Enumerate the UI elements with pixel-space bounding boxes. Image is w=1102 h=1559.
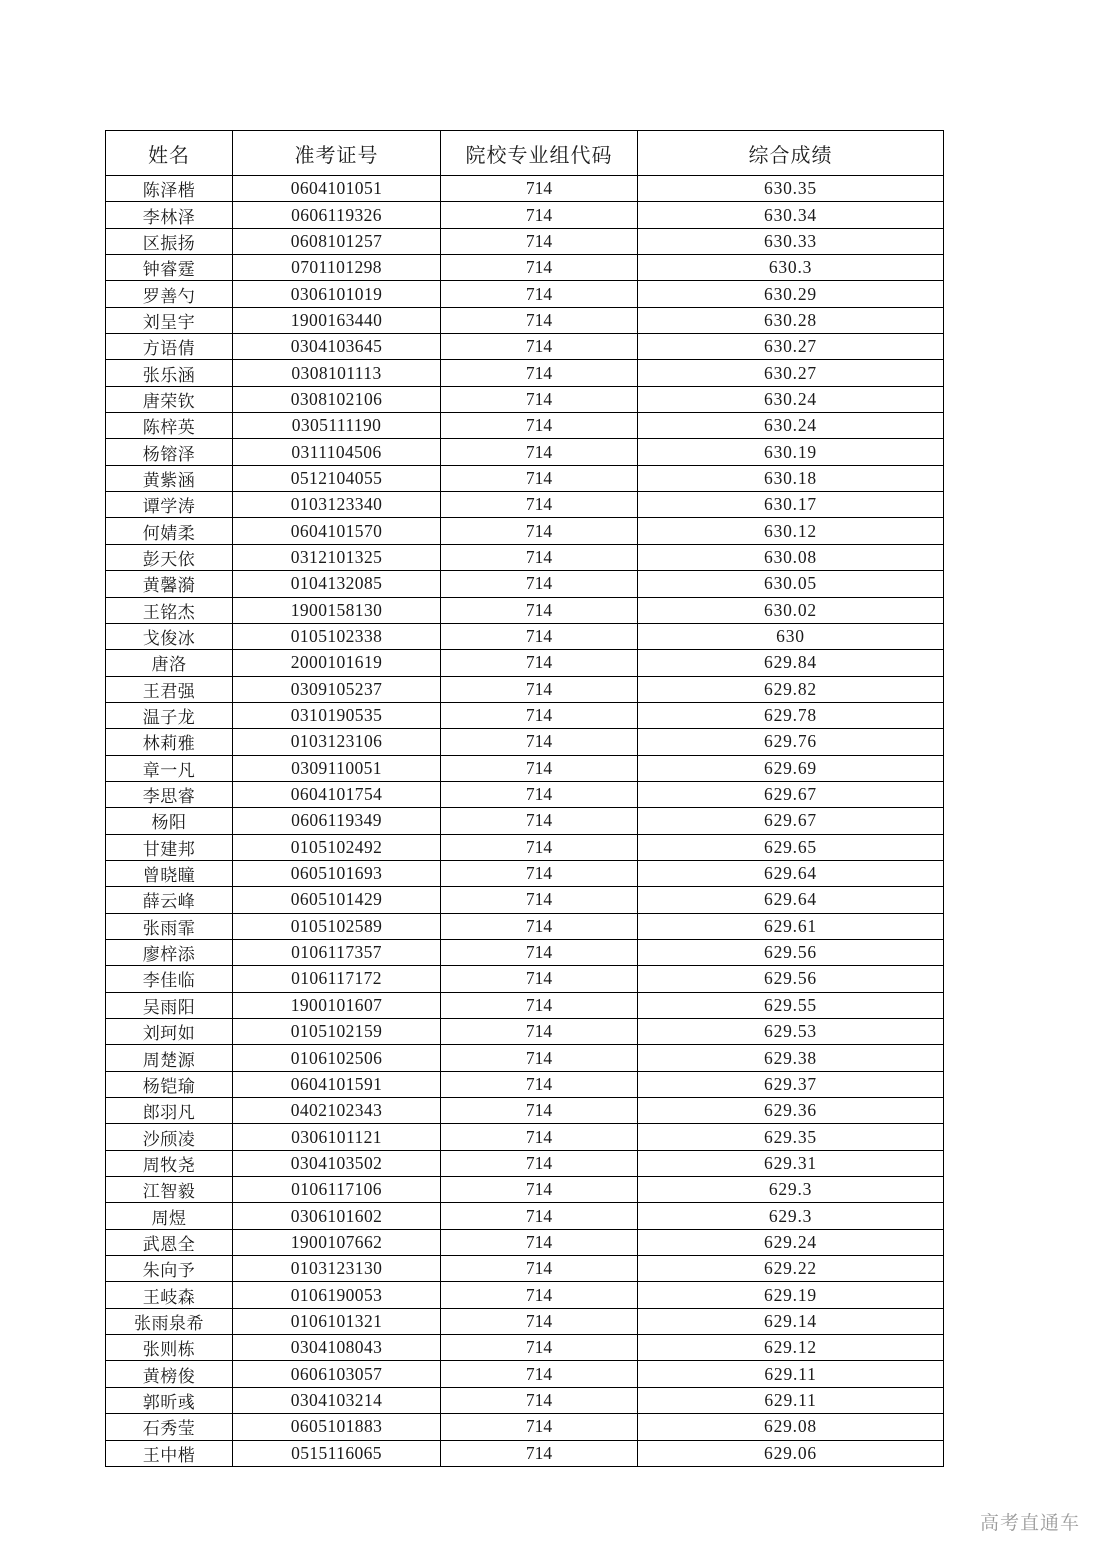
cell-ticket: 1900158130 — [233, 597, 441, 623]
cell-name: 刘珂如 — [106, 1019, 233, 1045]
cell-group: 714 — [441, 1150, 638, 1176]
cell-group: 714 — [441, 1045, 638, 1071]
cell-name: 沙颀凌 — [106, 1124, 233, 1150]
cell-name: 李思睿 — [106, 781, 233, 807]
cell-score: 629.3 — [638, 1203, 944, 1229]
cell-group: 714 — [441, 1414, 638, 1440]
cell-name: 区振扬 — [106, 228, 233, 254]
table-row — [106, 255, 944, 281]
table-row — [106, 1414, 944, 1440]
score-table — [105, 130, 944, 1467]
cell-name: 廖梓添 — [106, 939, 233, 965]
cell-group: 714 — [441, 360, 638, 386]
cell-name: 李林泽 — [106, 202, 233, 228]
cell-score: 630.05 — [638, 571, 944, 597]
cell-ticket: 0104132085 — [233, 571, 441, 597]
cell-group: 714 — [441, 1282, 638, 1308]
cell-ticket: 0512104055 — [233, 465, 441, 491]
cell-ticket: 0103123130 — [233, 1256, 441, 1282]
cell-score: 629.31 — [638, 1150, 944, 1176]
cell-ticket: 1900101607 — [233, 992, 441, 1018]
table-row — [106, 413, 944, 439]
cell-score: 630.18 — [638, 465, 944, 491]
cell-group: 714 — [441, 887, 638, 913]
cell-score: 629.76 — [638, 729, 944, 755]
cell-score: 629.69 — [638, 755, 944, 781]
cell-score: 630.24 — [638, 386, 944, 412]
cell-name: 谭学涛 — [106, 492, 233, 518]
cell-score: 629.11 — [638, 1361, 944, 1387]
column-header-score: 综合成绩 — [638, 131, 944, 176]
cell-group: 714 — [441, 860, 638, 886]
table-row — [106, 755, 944, 781]
cell-name: 王中楷 — [106, 1440, 233, 1466]
cell-group: 714 — [441, 966, 638, 992]
cell-name: 章一凡 — [106, 755, 233, 781]
cell-score: 629.64 — [638, 860, 944, 886]
cell-name: 彭天依 — [106, 544, 233, 570]
cell-name: 黄紫涵 — [106, 465, 233, 491]
cell-group: 714 — [441, 518, 638, 544]
cell-name: 曾晓瞳 — [106, 860, 233, 886]
cell-ticket: 0306101121 — [233, 1124, 441, 1150]
cell-score: 629.19 — [638, 1282, 944, 1308]
cell-score: 629.65 — [638, 834, 944, 860]
cell-group: 714 — [441, 1071, 638, 1097]
cell-score: 630 — [638, 623, 944, 649]
cell-group: 714 — [441, 176, 638, 202]
table-row — [106, 781, 944, 807]
cell-score: 629.61 — [638, 913, 944, 939]
column-header-ticket: 准考证号 — [233, 131, 441, 176]
cell-ticket: 0306101019 — [233, 281, 441, 307]
table-row — [106, 939, 944, 965]
table-row — [106, 1098, 944, 1124]
table-row — [106, 1256, 944, 1282]
cell-score: 630.3 — [638, 255, 944, 281]
cell-score: 630.27 — [638, 360, 944, 386]
table-row — [106, 623, 944, 649]
cell-score: 630.02 — [638, 597, 944, 623]
cell-name: 温子龙 — [106, 702, 233, 728]
cell-group: 714 — [441, 623, 638, 649]
cell-group: 714 — [441, 1335, 638, 1361]
cell-group: 714 — [441, 650, 638, 676]
cell-name: 石秀莹 — [106, 1414, 233, 1440]
cell-score: 629.67 — [638, 781, 944, 807]
cell-score: 630.27 — [638, 334, 944, 360]
cell-ticket: 0106102506 — [233, 1045, 441, 1071]
cell-score: 629.22 — [638, 1256, 944, 1282]
table-row — [106, 1045, 944, 1071]
cell-ticket: 0604101591 — [233, 1071, 441, 1097]
table-row — [106, 1150, 944, 1176]
cell-score: 630.12 — [638, 518, 944, 544]
cell-group: 714 — [441, 202, 638, 228]
cell-score: 629.78 — [638, 702, 944, 728]
cell-name: 朱向予 — [106, 1256, 233, 1282]
table-row — [106, 1440, 944, 1466]
cell-ticket: 2000101619 — [233, 650, 441, 676]
cell-score: 629.38 — [638, 1045, 944, 1071]
cell-group: 714 — [441, 1229, 638, 1255]
table-row — [106, 334, 944, 360]
cell-ticket: 0608101257 — [233, 228, 441, 254]
table-row — [106, 307, 944, 333]
cell-ticket: 1900163440 — [233, 307, 441, 333]
table-body — [106, 176, 944, 1467]
cell-group: 714 — [441, 1256, 638, 1282]
table-row — [106, 1308, 944, 1334]
table-row — [106, 386, 944, 412]
cell-group: 714 — [441, 676, 638, 702]
cell-ticket: 0606103057 — [233, 1361, 441, 1387]
cell-name: 方语倩 — [106, 334, 233, 360]
table-row — [106, 202, 944, 228]
cell-name: 王岐森 — [106, 1282, 233, 1308]
cell-group: 714 — [441, 334, 638, 360]
cell-group: 714 — [441, 439, 638, 465]
cell-name: 李佳临 — [106, 966, 233, 992]
cell-ticket: 0605101883 — [233, 1414, 441, 1440]
cell-name: 钟睿霆 — [106, 255, 233, 281]
cell-group: 714 — [441, 544, 638, 570]
cell-ticket: 0605101429 — [233, 887, 441, 913]
cell-group: 714 — [441, 1361, 638, 1387]
cell-name: 王铭杰 — [106, 597, 233, 623]
cell-name: 周楚源 — [106, 1045, 233, 1071]
table-row — [106, 518, 944, 544]
cell-ticket: 0304103214 — [233, 1387, 441, 1413]
cell-name: 周牧尧 — [106, 1150, 233, 1176]
cell-group: 714 — [441, 1177, 638, 1203]
cell-name: 黄榜俊 — [106, 1361, 233, 1387]
cell-group: 714 — [441, 702, 638, 728]
cell-group: 714 — [441, 1440, 638, 1466]
cell-ticket: 0305111190 — [233, 413, 441, 439]
cell-group: 714 — [441, 597, 638, 623]
cell-ticket: 0310190535 — [233, 702, 441, 728]
cell-ticket: 1900107662 — [233, 1229, 441, 1255]
cell-name: 张雨霏 — [106, 913, 233, 939]
cell-score: 629.56 — [638, 939, 944, 965]
cell-score: 629.06 — [638, 1440, 944, 1466]
cell-name: 戈俊冰 — [106, 623, 233, 649]
cell-ticket: 0105102338 — [233, 623, 441, 649]
cell-score: 629.12 — [638, 1335, 944, 1361]
cell-group: 714 — [441, 1308, 638, 1334]
cell-group: 714 — [441, 913, 638, 939]
cell-score: 629.56 — [638, 966, 944, 992]
table-row — [106, 465, 944, 491]
cell-score: 630.34 — [638, 202, 944, 228]
cell-ticket: 0308101113 — [233, 360, 441, 386]
table-row — [106, 913, 944, 939]
cell-name: 吴雨阳 — [106, 992, 233, 1018]
table-row — [106, 887, 944, 913]
cell-ticket: 0606119326 — [233, 202, 441, 228]
table-header-row — [106, 131, 944, 176]
cell-score: 629.37 — [638, 1071, 944, 1097]
table-row — [106, 1229, 944, 1255]
cell-score: 629.35 — [638, 1124, 944, 1150]
table-row — [106, 571, 944, 597]
cell-name: 唐洛 — [106, 650, 233, 676]
cell-score: 629.36 — [638, 1098, 944, 1124]
table-row — [106, 702, 944, 728]
cell-group: 714 — [441, 755, 638, 781]
cell-name: 唐荣钦 — [106, 386, 233, 412]
table-row — [106, 1335, 944, 1361]
cell-group: 714 — [441, 729, 638, 755]
table-row — [106, 228, 944, 254]
cell-ticket: 0604101051 — [233, 176, 441, 202]
cell-ticket: 0304103645 — [233, 334, 441, 360]
table-row — [106, 544, 944, 570]
column-header-name: 姓名 — [106, 131, 233, 176]
cell-name: 郭昕彧 — [106, 1387, 233, 1413]
cell-name: 黄馨漪 — [106, 571, 233, 597]
table-row — [106, 597, 944, 623]
cell-name: 周煜 — [106, 1203, 233, 1229]
cell-score: 630.19 — [638, 439, 944, 465]
cell-group: 714 — [441, 281, 638, 307]
cell-group: 714 — [441, 255, 638, 281]
cell-group: 714 — [441, 1387, 638, 1413]
cell-score: 630.29 — [638, 281, 944, 307]
cell-ticket: 0312101325 — [233, 544, 441, 570]
cell-score: 629.82 — [638, 676, 944, 702]
table-row — [106, 1177, 944, 1203]
cell-name: 陈梓英 — [106, 413, 233, 439]
cell-score: 629.84 — [638, 650, 944, 676]
cell-group: 714 — [441, 808, 638, 834]
cell-name: 郎羽凡 — [106, 1098, 233, 1124]
table-row — [106, 360, 944, 386]
table-row — [106, 1019, 944, 1045]
cell-ticket: 0604101754 — [233, 781, 441, 807]
cell-ticket: 0306101602 — [233, 1203, 441, 1229]
cell-ticket: 0606119349 — [233, 808, 441, 834]
cell-name: 何婧柔 — [106, 518, 233, 544]
cell-group: 714 — [441, 834, 638, 860]
table-row — [106, 176, 944, 202]
table-row — [106, 492, 944, 518]
cell-group: 714 — [441, 465, 638, 491]
table-row — [106, 439, 944, 465]
cell-ticket: 0103123340 — [233, 492, 441, 518]
cell-score: 630.33 — [638, 228, 944, 254]
cell-ticket: 0106117106 — [233, 1177, 441, 1203]
table-row — [106, 1282, 944, 1308]
cell-score: 629.53 — [638, 1019, 944, 1045]
table-row — [106, 966, 944, 992]
cell-group: 714 — [441, 386, 638, 412]
cell-group: 714 — [441, 413, 638, 439]
cell-name: 江智毅 — [106, 1177, 233, 1203]
table-header — [106, 131, 944, 176]
cell-ticket: 0515116065 — [233, 1440, 441, 1466]
table-row — [106, 1361, 944, 1387]
cell-ticket: 0605101693 — [233, 860, 441, 886]
cell-score: 630.28 — [638, 307, 944, 333]
cell-group: 714 — [441, 307, 638, 333]
table-row — [106, 992, 944, 1018]
cell-ticket: 0304108043 — [233, 1335, 441, 1361]
table-row — [106, 676, 944, 702]
cell-score: 630.24 — [638, 413, 944, 439]
cell-score: 629.67 — [638, 808, 944, 834]
cell-name: 张雨泉希 — [106, 1308, 233, 1334]
cell-group: 714 — [441, 228, 638, 254]
cell-ticket: 0309105237 — [233, 676, 441, 702]
watermark: 高考直通车 — [979, 1512, 1080, 1534]
cell-ticket: 0106101321 — [233, 1308, 441, 1334]
cell-ticket: 0106190053 — [233, 1282, 441, 1308]
table-row — [106, 860, 944, 886]
cell-name: 武恩全 — [106, 1229, 233, 1255]
cell-ticket: 0304103502 — [233, 1150, 441, 1176]
cell-name: 甘建邦 — [106, 834, 233, 860]
table-row — [106, 729, 944, 755]
cell-score: 630.35 — [638, 176, 944, 202]
cell-group: 714 — [441, 1124, 638, 1150]
cell-name: 林莉雅 — [106, 729, 233, 755]
cell-group: 714 — [441, 939, 638, 965]
cell-ticket: 0105102589 — [233, 913, 441, 939]
cell-ticket: 0402102343 — [233, 1098, 441, 1124]
table-row — [106, 834, 944, 860]
table-row — [106, 1387, 944, 1413]
cell-score: 629.3 — [638, 1177, 944, 1203]
cell-ticket: 0604101570 — [233, 518, 441, 544]
table-row — [106, 808, 944, 834]
cell-ticket: 0106117172 — [233, 966, 441, 992]
cell-group: 714 — [441, 1019, 638, 1045]
cell-ticket: 0701101298 — [233, 255, 441, 281]
table-row — [106, 281, 944, 307]
table-row — [106, 1203, 944, 1229]
cell-name: 杨阳 — [106, 808, 233, 834]
cell-group: 714 — [441, 992, 638, 1018]
cell-ticket: 0309110051 — [233, 755, 441, 781]
cell-score: 629.24 — [638, 1229, 944, 1255]
cell-group: 714 — [441, 1203, 638, 1229]
cell-group: 714 — [441, 1098, 638, 1124]
cell-score: 630.08 — [638, 544, 944, 570]
cell-name: 杨镕泽 — [106, 439, 233, 465]
cell-ticket: 0105102492 — [233, 834, 441, 860]
cell-ticket: 0311104506 — [233, 439, 441, 465]
cell-score: 629.08 — [638, 1414, 944, 1440]
cell-name: 张则栋 — [106, 1335, 233, 1361]
cell-ticket: 0103123106 — [233, 729, 441, 755]
cell-score: 629.55 — [638, 992, 944, 1018]
cell-score: 629.11 — [638, 1387, 944, 1413]
cell-score: 629.64 — [638, 887, 944, 913]
cell-name: 杨铠瑜 — [106, 1071, 233, 1097]
cell-group: 714 — [441, 571, 638, 597]
cell-group: 714 — [441, 492, 638, 518]
table-row — [106, 1124, 944, 1150]
table-row — [106, 1071, 944, 1097]
cell-ticket: 0308102106 — [233, 386, 441, 412]
cell-name: 刘呈宇 — [106, 307, 233, 333]
cell-name: 薛云峰 — [106, 887, 233, 913]
cell-score: 629.14 — [638, 1308, 944, 1334]
cell-name: 张乐涵 — [106, 360, 233, 386]
cell-name: 罗善勺 — [106, 281, 233, 307]
cell-group: 714 — [441, 781, 638, 807]
cell-score: 630.17 — [638, 492, 944, 518]
cell-ticket: 0105102159 — [233, 1019, 441, 1045]
table-row — [106, 650, 944, 676]
cell-name: 王君强 — [106, 676, 233, 702]
cell-ticket: 0106117357 — [233, 939, 441, 965]
column-header-group: 院校专业组代码 — [441, 131, 638, 176]
cell-name: 陈泽楷 — [106, 176, 233, 202]
